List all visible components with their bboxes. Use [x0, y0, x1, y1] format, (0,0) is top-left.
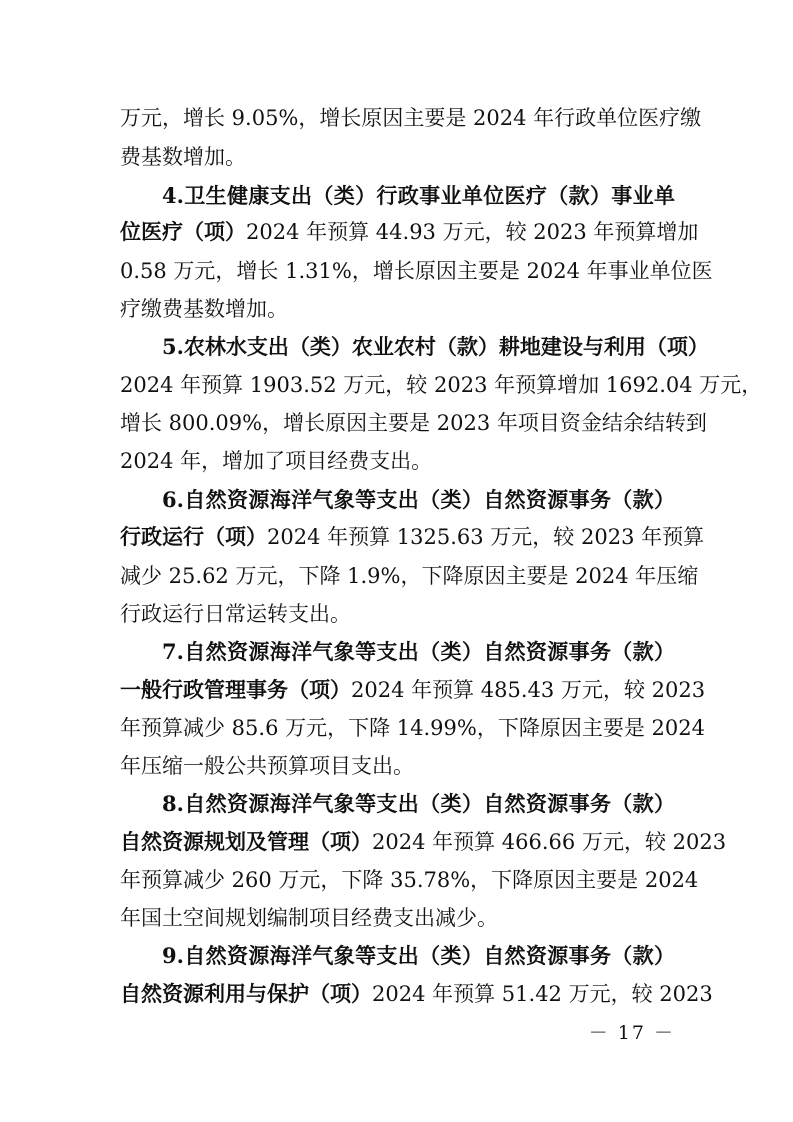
item-heading: 4.卫生健康支出（类）行政事业单位医疗（款）事业单: [162, 183, 675, 208]
item-text: 2024 年预算 1325.63 万元，较 2023 年预算: [267, 525, 705, 549]
item-heading-tail: 位医疗（项）: [120, 219, 246, 244]
body-line: [120, 671, 706, 709]
body-line: 0.58 万元，增长 1.31%，增长原因主要是 2024 年事业单位医: [120, 259, 713, 283]
item-text: 2024 年预算 485.43 万元，较 2023: [351, 678, 706, 702]
page-number: － 17 －: [588, 1022, 675, 1044]
body-line: 年国土空间规划编制项目经费支出减少。: [120, 906, 498, 930]
item-heading: 5.农林水支出（类）农业农村（款）耕地建设与利用（项）: [162, 334, 709, 359]
item-heading-tail: 自然资源规划及管理（项）: [120, 829, 372, 854]
body-line: [120, 975, 713, 1013]
item-heading-tail: 一般行政管理事务（项）: [120, 677, 351, 702]
body-line: 费基数增加。: [120, 145, 246, 169]
item-heading: 7.自然资源海洋气象等支出（类）自然资源事务（款）: [162, 639, 675, 664]
body-line: [120, 518, 705, 556]
body-line: [120, 823, 727, 861]
body-line: [120, 213, 699, 251]
body-line: 疗缴费基数增加。: [120, 297, 288, 321]
item-text: 2024 年预算 466.66 万元，较 2023: [372, 830, 727, 854]
item-heading-tail: 行政运行（项）: [120, 524, 267, 549]
body-line: 万元，增长 9.05%，增长原因主要是 2024 年行政单位医疗缴: [120, 106, 702, 130]
item-heading: 6.自然资源海洋气象等支出（类）自然资源事务（款）: [162, 487, 675, 512]
body-line: 年压缩一般公共预算项目支出。: [120, 754, 414, 778]
body-line: 行政运行日常运转支出。: [120, 602, 351, 626]
item-heading: 8.自然资源海洋气象等支出（类）自然资源事务（款）: [162, 791, 675, 816]
item-text: 2024 年预算 44.93 万元，较 2023 年预算增加: [246, 220, 699, 244]
body-line: 减少 25.62 万元，下降 1.9%，下降原因主要是 2024 年压缩: [120, 564, 699, 588]
body-line: 年预算减少 260 万元，下降 35.78%，下降原因主要是 2024: [120, 868, 699, 892]
body-line: 2024 年预算 1903.52 万元，较 2023 年预算增加 1692.04 万元，: [120, 373, 763, 397]
body-line: 增长 800.09%，增长原因主要是 2023 年项目资金结余结转到: [120, 411, 707, 435]
item-heading: 9.自然资源海洋气象等支出（类）自然资源事务（款）: [162, 943, 675, 968]
item-text: 2024 年预算 51.42 万元，较 2023: [372, 982, 713, 1006]
body-line: 2024 年，增加了项目经费支出。: [120, 449, 433, 473]
item-heading-tail: 自然资源利用与保护（项）: [120, 981, 372, 1006]
body-line: 年预算减少 85.6 万元，下降 14.99%，下降原因主要是 2024: [120, 716, 705, 740]
